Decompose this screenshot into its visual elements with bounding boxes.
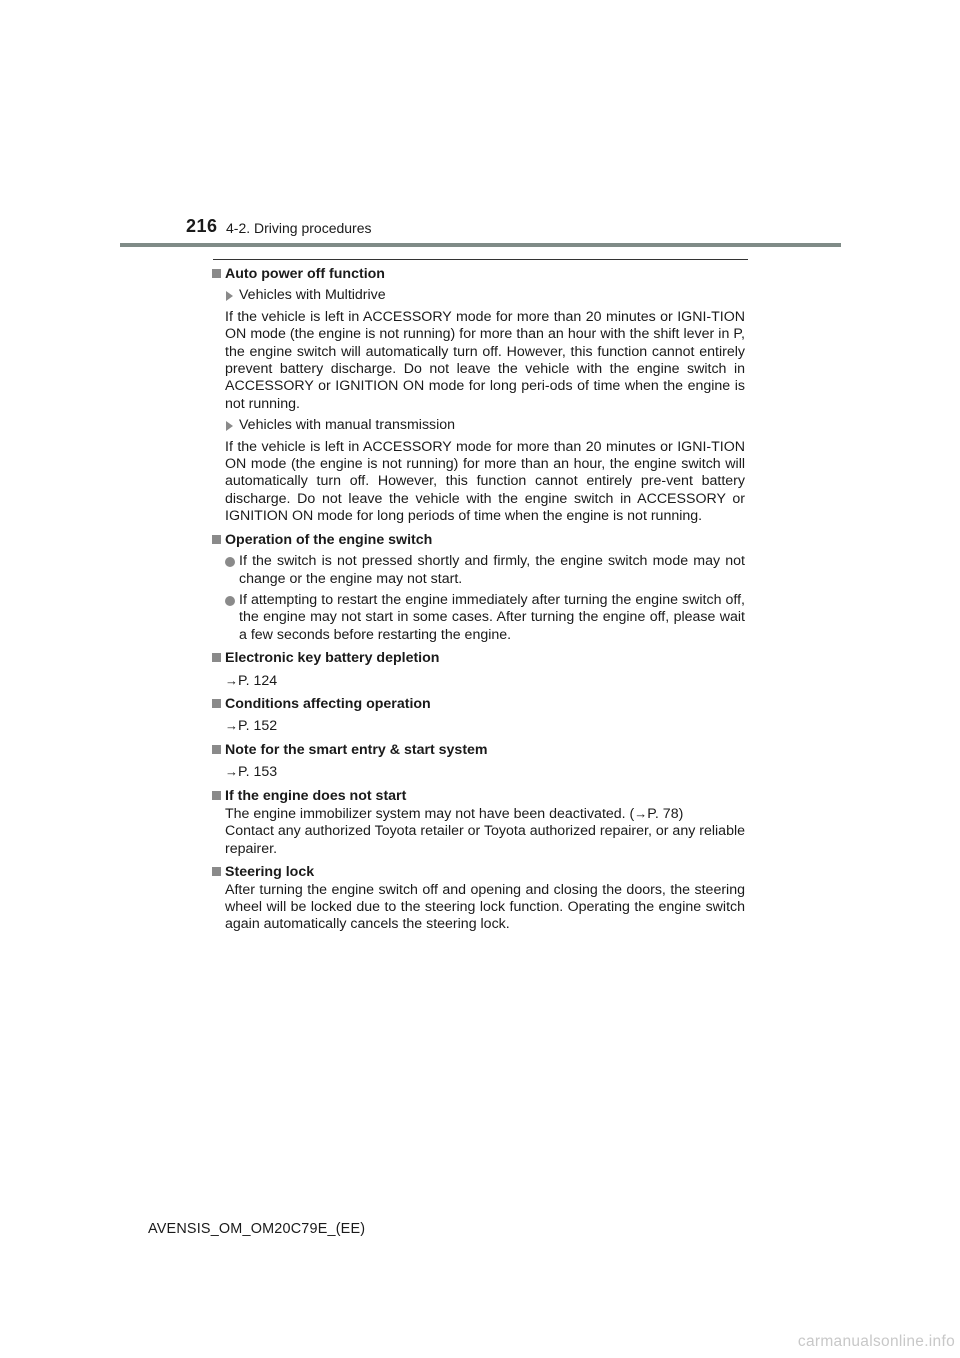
section-heading: Note for the smart entry & start system	[225, 741, 488, 758]
square-bullet-icon	[212, 867, 221, 876]
square-bullet-icon	[212, 791, 221, 800]
page-reference-text: P. 124	[238, 672, 278, 689]
page-reference[interactable]	[212, 672, 745, 690]
page-reference-text: P. 153	[238, 764, 278, 781]
paragraph	[212, 805, 745, 823]
section-heading: Operation of the engine switch	[225, 531, 433, 548]
paragraph: If the vehicle is left in ACCESSORY mode for more than 20 minutes or IGNI-TION ON mode (the engine is not running) for more than an hour, the engine switch will automatically turn off. However, this function cannot entirely pre-vent battery discharge. Do not leave the vehicle with the engine switch in ACCESSORY or IGNITION ON mode for long periods of time when the engine is not running.	[225, 438, 745, 525]
square-bullet-icon	[212, 745, 221, 754]
arrow-right-icon: →	[225, 718, 238, 734]
list-item-text: If the switch is not pressed shortly and firmly, the engine switch mode may not change or the engine may not start.	[239, 553, 745, 587]
page-number: 216	[186, 216, 218, 236]
page-reference-text: P. 78	[647, 805, 679, 822]
list-item-text: If attempting to restart the engine immediately after turning the engine switch off, the engine may not start in some cases. After turning the engine off, please wait a few seconds before restarting the engine.	[239, 591, 745, 643]
square-bullet-icon	[212, 535, 221, 544]
header-rule	[120, 243, 841, 247]
square-bullet-icon	[212, 699, 221, 708]
section-heading: Steering lock	[225, 864, 315, 881]
arrow-right-icon: →	[634, 805, 648, 821]
paragraph-text: )	[678, 805, 684, 822]
sub-heading-manual	[212, 417, 745, 434]
section-key-battery	[212, 650, 745, 690]
page-reference[interactable]	[212, 717, 745, 735]
sub-heading-multidrive	[212, 287, 745, 304]
page-reference-text: P. 152	[238, 718, 278, 735]
section-conditions	[212, 696, 745, 736]
paragraph: Contact any authorized Toyota retailer or Toyota authorized repairer, or any reliable repairer.	[225, 823, 745, 857]
section-operation	[212, 532, 745, 644]
arrow-right-icon: →	[225, 672, 238, 688]
paragraph: After turning the engine switch off and opening and closing the doors, the steering wheel will be locked due to the steering lock function. Operating the engine switch again automatically cancels the steering lock.	[225, 881, 745, 933]
round-bullet-icon	[225, 596, 235, 606]
square-bullet-icon	[212, 269, 221, 278]
paragraph-text: The engine immobilizer system may not have been deactivated. (	[225, 805, 635, 822]
paragraph: If the vehicle is left in ACCESSORY mode for more than 20 minutes or IGNI-TION ON mode (the engine is not running) for more than an hour with the shift lever in P, the engine switch will automatically turn off. However, this function cannot entirely prevent battery discharge. Do not leave the vehicle with the engine switch in ACCESSORY or IGNITION ON mode for long peri-ods of time when the engine is not running.	[225, 308, 745, 412]
page-reference[interactable]	[212, 763, 745, 781]
section-heading: Electronic key battery depletion	[225, 650, 440, 667]
triangle-bullet-icon	[226, 291, 233, 301]
round-bullet-icon	[225, 557, 235, 567]
section-heading: If the engine does not start	[225, 787, 407, 804]
triangle-bullet-icon	[226, 421, 233, 431]
section-steering-lock	[212, 864, 745, 934]
chapter-title: 4-2. Driving procedures	[226, 220, 372, 236]
page-content	[212, 266, 745, 934]
page-reference[interactable]	[634, 806, 678, 822]
sub-heading-label: Vehicles with Multidrive	[239, 287, 386, 304]
list-item	[212, 592, 745, 644]
section-heading: Conditions affecting operation	[225, 695, 431, 712]
sub-heading-label: Vehicles with manual transmission	[239, 417, 456, 434]
watermark: carmanualsonline.info	[797, 1333, 955, 1350]
section-no-start	[212, 788, 745, 859]
document-code: AVENSIS_OM_OM20C79E_(EE)	[148, 1221, 366, 1237]
content-rule	[213, 259, 748, 260]
arrow-right-icon: →	[225, 764, 238, 780]
square-bullet-icon	[212, 653, 221, 662]
section-auto-power-off	[212, 266, 745, 526]
section-smart-entry	[212, 742, 745, 782]
list-item	[212, 553, 745, 588]
section-heading: Auto power off function	[225, 266, 385, 282]
